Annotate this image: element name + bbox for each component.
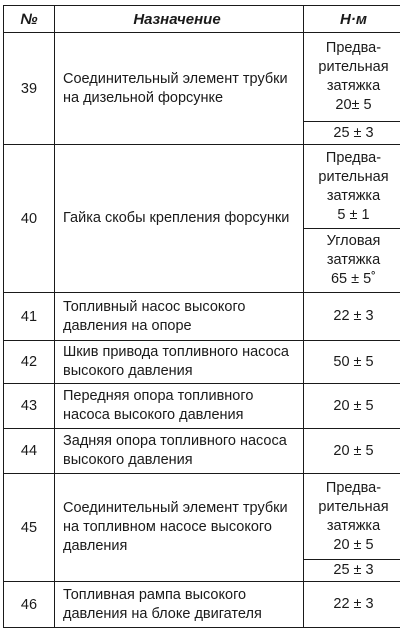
table-row bbox=[4, 341, 400, 384]
row-num: 39 bbox=[4, 33, 55, 145]
row-value: Угловая затяжка 65 ± 5˚ bbox=[304, 229, 400, 293]
table-row bbox=[4, 33, 400, 122]
row-desc: Задняя опора топливного насоса высокого давления bbox=[55, 429, 304, 474]
row-num: 44 bbox=[4, 429, 55, 474]
row-value: Предва- рительная затяжка 5 ± 1 bbox=[304, 145, 400, 229]
row-desc: Соединительный элемент трубки на дизельной форсунке bbox=[55, 33, 304, 145]
row-num: 46 bbox=[4, 582, 55, 628]
row-desc: Шкив привода топливного насоса высокого давления bbox=[55, 341, 304, 384]
table-row bbox=[4, 429, 400, 474]
table-row bbox=[4, 384, 400, 429]
row-value: 22 ± 3 bbox=[304, 293, 400, 341]
row-value: Предва- рительная затяжка 20± 5 bbox=[304, 33, 400, 122]
row-value: 50 ± 5 bbox=[304, 341, 400, 384]
header-desc: Назначение bbox=[55, 6, 304, 33]
row-value: 25 ± 3 bbox=[304, 560, 400, 582]
row-desc: Соединительный элемент трубки на топливном насосе высокого давления bbox=[55, 474, 304, 582]
torque-table bbox=[3, 5, 400, 628]
row-num: 42 bbox=[4, 341, 55, 384]
row-value: 22 ± 3 bbox=[304, 582, 400, 628]
row-num: 40 bbox=[4, 145, 55, 293]
table-row bbox=[4, 293, 400, 341]
row-desc: Передняя опора топливного насоса высокого давления bbox=[55, 384, 304, 429]
row-desc: Топливная рампа высокого давления на блоке двигателя bbox=[55, 582, 304, 628]
header-num: № bbox=[4, 6, 55, 33]
row-value: Предва- рительная затяжка 20 ± 5 bbox=[304, 474, 400, 560]
row-num: 43 bbox=[4, 384, 55, 429]
row-desc: Гайка скобы крепления форсунки bbox=[55, 145, 304, 293]
table-row bbox=[4, 474, 400, 560]
row-value: 20 ± 5 bbox=[304, 384, 400, 429]
row-desc: Топливный насос высокого давления на опоре bbox=[55, 293, 304, 341]
row-value: 20 ± 5 bbox=[304, 429, 400, 474]
table-header-row bbox=[4, 6, 400, 33]
table-row bbox=[4, 582, 400, 628]
row-num: 41 bbox=[4, 293, 55, 341]
row-num: 45 bbox=[4, 474, 55, 582]
header-val: Н·м bbox=[304, 6, 400, 33]
table-row bbox=[4, 145, 400, 229]
row-value: 25 ± 3 bbox=[304, 122, 400, 145]
